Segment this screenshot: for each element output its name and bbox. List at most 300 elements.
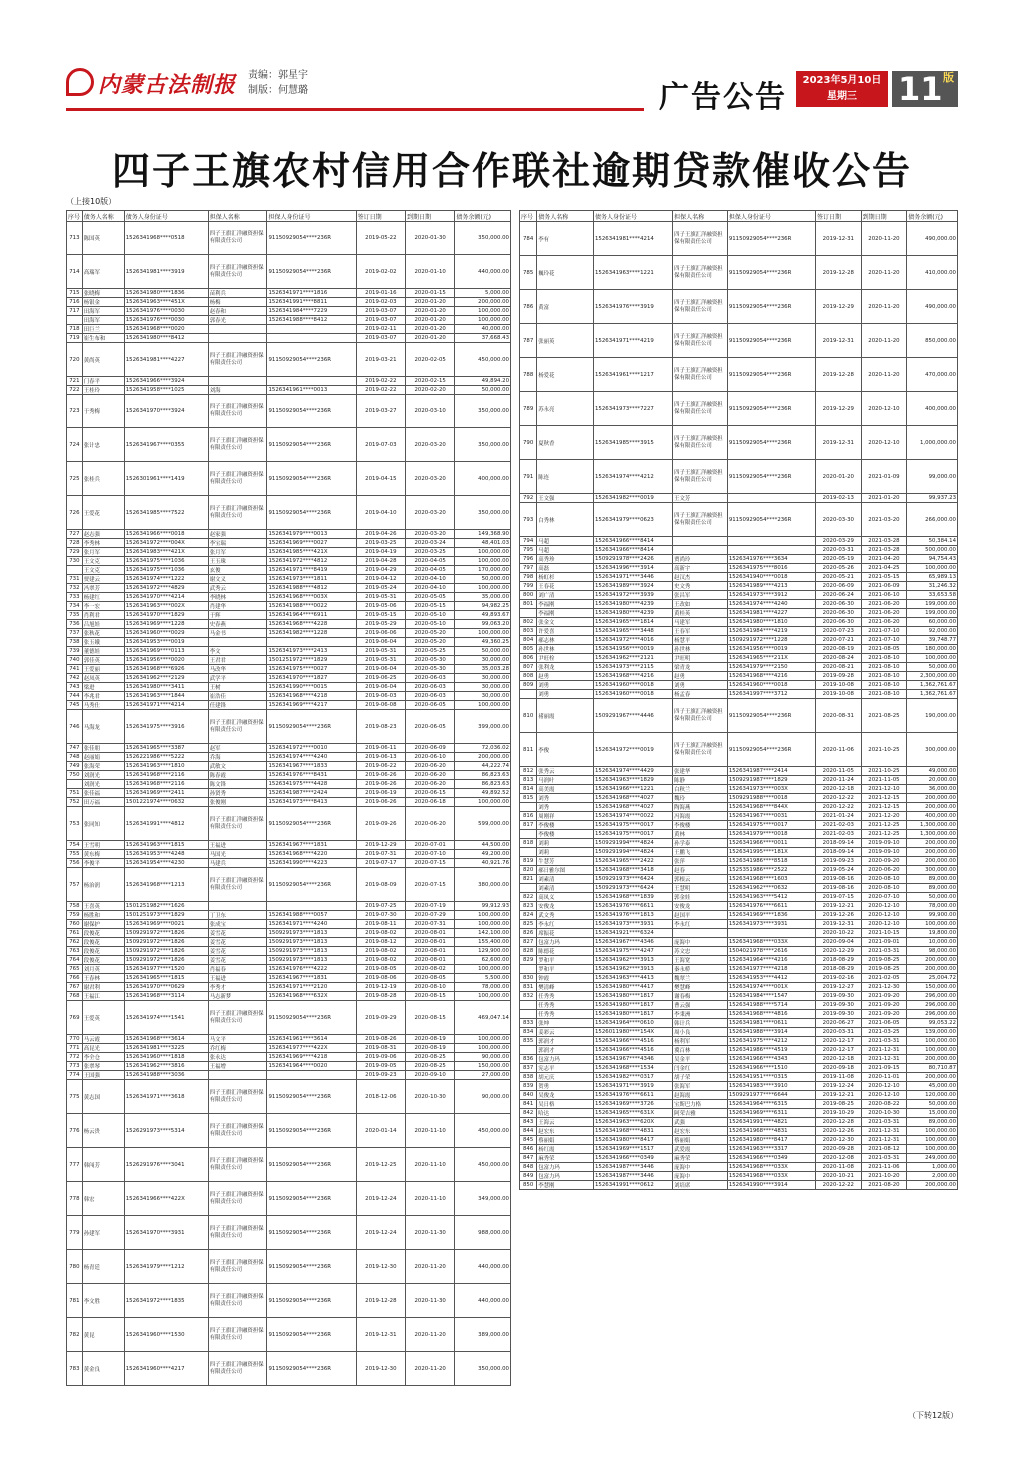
due-date: 2021-01-09: [861, 460, 907, 494]
row-number: 720: [67, 343, 83, 377]
sign-date: 2019-06-04: [356, 665, 405, 674]
guarantor-name: 四子王旗汇洋融资担保有限责任公司: [208, 807, 267, 841]
table-row: [520, 911, 958, 920]
debtor-id: 1501221974****0632: [124, 798, 208, 807]
sign-date: 2020-12-17: [816, 1037, 862, 1046]
row-number: 716: [67, 298, 83, 307]
debtor-id: 1526341975****0017: [594, 821, 673, 830]
debtor-name: 李文胜: [82, 1284, 124, 1318]
row-number: 781: [67, 1284, 83, 1318]
due-date: 2020-03-20: [406, 530, 455, 539]
debtor-name: 赵志强: [82, 530, 124, 539]
debtor-id: 1526341965****3387: [124, 744, 208, 753]
sign-date: 2019-08-26: [356, 1035, 405, 1044]
due-date: 2020-11-10: [406, 1114, 455, 1148]
guarantor-name: 李秉洲: [673, 1010, 728, 1019]
guarantor-id: 1526341989****4213: [727, 582, 815, 591]
guarantor-id: 1526341971****1816: [267, 289, 356, 298]
balance: 180,000.00: [907, 645, 958, 654]
debtor-id: 1526341975****4247: [594, 947, 673, 956]
balance: 99,937.23: [907, 494, 958, 503]
table-row: [67, 386, 511, 395]
row-number: 809: [520, 681, 537, 690]
balance: 30,000.00: [455, 674, 511, 683]
row-number: 824: [520, 911, 537, 920]
table-row: [67, 780, 511, 789]
balance: 100,000.00: [455, 920, 511, 929]
debtor-name: 于秀梅: [82, 395, 124, 428]
balance: 99,912.93: [455, 902, 511, 911]
guarantor-name: 杨慧平: [673, 636, 728, 645]
debtor-id: 1526341960****0018: [594, 681, 673, 690]
debtor-id: 1526341968****3614: [124, 1035, 208, 1044]
sign-date: 2019-07-30: [356, 911, 405, 920]
due-date: 2020-11-20: [861, 358, 907, 392]
guarantor-name: 王福进: [208, 841, 267, 850]
sign-date: 2019-06-22: [356, 762, 405, 771]
debtor-name: 罗和平: [537, 956, 594, 965]
balance: 200,000.00: [907, 1181, 958, 1190]
table-row: [520, 830, 958, 839]
column-header: 担保人身份证号: [267, 211, 356, 222]
guarantor-id: 1526341971****4240: [267, 920, 356, 929]
sign-date: 2019-05-29: [356, 620, 405, 629]
guarantor-name: [208, 902, 267, 911]
row-number: 725: [67, 462, 83, 496]
balance: 2,300,000.00: [907, 672, 958, 681]
debtor-id: 1526341966****8414: [594, 546, 673, 555]
debtor-id: 1526341964****0610: [594, 1019, 673, 1028]
guarantor-name: 王玉珠: [208, 557, 267, 566]
due-date: 2021-08-10: [861, 663, 907, 672]
balance: 100,000.00: [907, 1145, 958, 1154]
due-date: 2020-05-30: [406, 656, 455, 665]
column-header: 担保人身份证号: [727, 211, 815, 222]
debtor-id: 1526341980****1836: [124, 289, 208, 298]
debtor-name: 贺勇: [537, 1082, 594, 1091]
balance: 389,000.00: [455, 1318, 511, 1352]
guarantor-id: [267, 325, 356, 334]
table-row: [520, 920, 958, 929]
notice-headline: 四子王旗农村信用合作联社逾期贷款催收公告: [111, 148, 912, 193]
due-date: 2021-12-15: [861, 803, 907, 812]
guarantor-name: 史文秀: [673, 582, 728, 591]
debtor-id: 1526341971****3618: [124, 1080, 208, 1114]
guarantor-id: [267, 902, 356, 911]
table-row: [520, 546, 958, 555]
debtor-id: 1526341970****3931: [124, 1216, 208, 1250]
row-number: 742: [67, 674, 83, 683]
guarantor-name: 吴金平: [673, 1055, 728, 1064]
table-row: [520, 1001, 958, 1010]
due-date: 2020-04-05: [406, 557, 455, 566]
row-number: 714: [67, 255, 83, 289]
row-number: 750: [67, 771, 83, 780]
sign-date: 2019-09-06: [356, 1053, 405, 1062]
debtor-name: 刘润光: [82, 780, 124, 789]
due-date: 2021-03-20: [861, 503, 907, 537]
row-number: 816: [520, 812, 537, 821]
balance: 99,000.00: [907, 460, 958, 494]
sign-date: 2019-04-15: [356, 462, 405, 496]
debtor-name: 陈国英: [82, 222, 124, 255]
guarantor-id: 91150929054****236R: [267, 1114, 356, 1148]
due-date: 2020-06-20: [406, 780, 455, 789]
debtor-id: 1526341956****0020: [124, 656, 208, 665]
guarantor-name: 麻秀荣: [673, 1154, 728, 1163]
due-date: 2021-10-20: [861, 1172, 907, 1181]
guarantor-id: 1526341961****3614: [267, 1035, 356, 1044]
row-number: 770: [67, 1035, 83, 1044]
sign-date: 2020-03-31: [816, 1028, 862, 1037]
continued-to-note: （下转12版）: [908, 1411, 959, 1420]
guarantor-name: 赵家强: [208, 530, 267, 539]
table-row: [67, 343, 511, 377]
debtor-name: 刘秀: [537, 794, 594, 803]
guarantor-id: 91150929054****236R: [267, 1284, 356, 1318]
guarantor-name: 王海宽: [673, 956, 728, 965]
guarantor-id: 1504021978****2616: [727, 947, 815, 956]
sign-date: 2019-06-26: [356, 780, 405, 789]
debtor-name: 马润叶: [537, 776, 594, 785]
guarantor-name: 杨梅: [208, 298, 267, 307]
debtor-name: 陈德花: [537, 947, 594, 956]
sign-date: 2019-08-31: [356, 1044, 405, 1053]
debtor-name: 李福刚: [537, 609, 594, 618]
debtor-name: 李俊楼: [537, 830, 594, 839]
row-number: 799: [520, 582, 537, 591]
sign-date: 2018-12-06: [356, 1080, 405, 1114]
balance: 249,000.00: [907, 1154, 958, 1163]
guarantor-name: 黄林: [673, 830, 728, 839]
row-number: 828: [520, 947, 537, 956]
balance: 99,063.20: [455, 620, 511, 629]
due-date: 2020-12-10: [861, 426, 907, 460]
guarantor-name: 刘海: [208, 386, 267, 395]
sign-date: 2019-09-23: [356, 1071, 405, 1080]
row-number: 722: [67, 386, 83, 395]
table-row: [520, 290, 958, 324]
table-row: [67, 701, 511, 710]
debtor-id: 1509291978****2426: [594, 555, 673, 564]
debtor-name: 杨建红: [82, 593, 124, 602]
guarantor-id: 1526341972****0010: [267, 744, 356, 753]
balance: 199,000.00: [907, 609, 958, 618]
debtor-id: 1526291973****5314: [124, 1114, 208, 1148]
debtor-id: 1526341960****4217: [124, 1352, 208, 1386]
balance: 20,000.00: [907, 776, 958, 785]
row-number: 740: [67, 656, 83, 665]
debtor-name: 杨云贵: [82, 1114, 124, 1148]
guarantor-id: 1526341974****001X: [727, 983, 815, 992]
due-date: 2020-05-30: [406, 665, 455, 674]
editor-line: 责编：郭星宇: [248, 70, 308, 81]
debtor-id: 1501251973****1829: [124, 911, 208, 920]
guarantor-name: 马国光: [208, 850, 267, 859]
guarantor-name: 赵国平: [673, 911, 728, 920]
debtor-id: 1526341970****4214: [124, 593, 208, 602]
guarantor-id: 1526341967****1831: [267, 841, 356, 850]
due-date: 2020-08-25: [406, 1062, 455, 1071]
debtor-id: 1526341996****3914: [594, 564, 673, 573]
sign-date: 2020-06-30: [816, 618, 862, 627]
balance: 470,000.00: [907, 358, 958, 392]
row-number: 849: [520, 1172, 537, 1181]
debtor-id: 1526341963****1810: [124, 762, 208, 771]
balance: 599,000.00: [455, 807, 511, 841]
debtor-id: 1526341968****2116: [124, 780, 208, 789]
debtor-id: 1526341968****0020: [124, 325, 208, 334]
debtor-name: 黄志国: [82, 1080, 124, 1114]
table-body: [520, 222, 958, 1190]
table-row: [520, 1163, 958, 1172]
due-date: 2020-06-10: [406, 753, 455, 762]
due-date: 2020-06-03: [406, 683, 455, 692]
debtor-name: 麻秀荣: [537, 1154, 594, 1163]
sign-date: 2019-02-03: [356, 298, 405, 307]
sign-date: 2020-11-24: [816, 776, 862, 785]
table-row: [67, 298, 511, 307]
balance: 35,000.00: [455, 593, 511, 602]
debtor-id: 1526341968****6926: [124, 665, 208, 674]
debtor-id: 1526341971****3919: [594, 1082, 673, 1091]
debtor-id: 1526341962****3913: [594, 965, 673, 974]
balance: 31,246.32: [907, 582, 958, 591]
guarantor-id: 91150929054****236R: [267, 496, 356, 530]
sign-date: 2019-02-16: [816, 974, 862, 983]
guarantor-id: 1526341961****0013: [267, 386, 356, 395]
due-date: 2020-11-20: [861, 222, 907, 256]
balance: 200,000.00: [907, 794, 958, 803]
table-row: [520, 893, 958, 902]
guarantor-id: 91150929054****236R: [727, 358, 815, 392]
due-date: 2020-01-20: [406, 325, 455, 334]
debtor-id: 1526341983****421X: [124, 548, 208, 557]
table-row: [67, 947, 511, 956]
guarantor-name: 张建华: [673, 767, 728, 776]
guarantor-id: 1526341973****3912: [727, 591, 815, 600]
guarantor-id: 1526341977****422X: [267, 1044, 356, 1053]
table-row: [67, 983, 511, 992]
balance: 50,000.00: [907, 663, 958, 672]
debtor-id: 1501251982****1626: [124, 902, 208, 911]
guarantor-name: 肖福春: [208, 965, 267, 974]
guarantor-name: 陈静: [673, 776, 728, 785]
due-date: 2020-01-20: [406, 307, 455, 316]
due-date: 2020-09-10: [406, 1071, 455, 1080]
debtor-name: 安俊龙: [537, 902, 594, 911]
guarantor-id: 1526341968****844X: [727, 803, 815, 812]
debtor-name: 姜彩云: [537, 1028, 594, 1037]
guarantor-name: 谢春梅: [673, 992, 728, 1001]
table-row: [520, 794, 958, 803]
sign-date: 2020-03-30: [816, 503, 862, 537]
sign-date: 2020-05-21: [816, 573, 862, 582]
table-row: [67, 798, 511, 807]
row-number: 780: [67, 1250, 83, 1284]
balance: 350,000.00: [455, 496, 511, 530]
sign-date: 2019-06-03: [356, 692, 405, 701]
guarantor-id: 1526341990****3914: [727, 1181, 815, 1190]
table-row: [67, 557, 511, 566]
debtor-id: 1526341962****3913: [594, 956, 673, 965]
debtor-name: 王文强: [537, 494, 594, 503]
sign-date: 2019-12-29: [816, 392, 862, 426]
right-loan-table: [519, 210, 958, 1190]
guarantor-name: 姜雪花: [208, 956, 267, 965]
guarantor-id: 1526341975****8016: [727, 564, 815, 573]
sign-date: 2019-08-16: [816, 884, 862, 893]
guarantor-name: [208, 638, 267, 647]
guarantor-name: 王君君: [208, 656, 267, 665]
due-date: 2021-12-31: [861, 1127, 907, 1136]
debtor-name: 李俊平: [82, 859, 124, 868]
due-date: 2021-10-25: [861, 733, 907, 767]
sign-date: 2019-12-21: [816, 902, 862, 911]
debtor-id: 1526341972****4829: [124, 584, 208, 593]
guarantor-id: 1526341967****0031: [727, 812, 815, 821]
sign-date: 2019-06-08: [356, 701, 405, 710]
guarantor-id: 1526341986****4519: [727, 1046, 815, 1055]
sign-date: 2019-10-08: [816, 681, 862, 690]
row-number: 831: [520, 983, 537, 992]
guarantor-name: 四子王旗汇洋融资担保有限责任公司: [208, 1001, 267, 1035]
due-date: 2020-08-02: [406, 965, 455, 974]
debtor-id: 1526341982****0019: [594, 494, 673, 503]
debtor-id: 1526341960****0018: [594, 690, 673, 699]
row-number: 749: [67, 762, 83, 771]
debtor-id: 1526341969****1517: [594, 1145, 673, 1154]
sign-date: 2019-08-02: [356, 947, 405, 956]
balance: 450,000.00: [455, 1148, 511, 1182]
debtor-id: 1509291972****1826: [124, 956, 208, 965]
balance: 100,000.00: [455, 965, 511, 974]
guarantor-name: 崔浩佳: [208, 692, 267, 701]
debtor-name: 黄富: [537, 290, 594, 324]
sign-date: 2019-12-28: [816, 256, 862, 290]
due-date: 2020-12-10: [861, 902, 907, 911]
guarantor-name: 冯海霞: [673, 812, 728, 821]
table-row: [67, 674, 511, 683]
table-row: [67, 929, 511, 938]
guarantor-id: 91150929054****236R: [727, 256, 815, 290]
table-row: [520, 929, 958, 938]
column-header: 序号: [520, 211, 537, 222]
debtor-id: 1526341965****3448: [594, 627, 673, 636]
row-number: 822: [520, 893, 537, 902]
guarantor-id: 1526341981****4227: [727, 609, 815, 618]
due-date: 2020-12-10: [861, 911, 907, 920]
guarantor-id: 91150929054****236R: [267, 1318, 356, 1352]
table-row: [520, 222, 958, 256]
row-number: 789: [520, 392, 537, 426]
table-row: [520, 426, 958, 460]
guarantor-id: 1526341964****6315: [727, 1100, 815, 1109]
row-number: 719: [67, 334, 83, 343]
sign-date: 2018-09-14: [816, 839, 862, 848]
table-row: [67, 841, 511, 850]
debtor-id: 1526341963****1221: [594, 256, 673, 290]
debtor-id: 1526341980****4417: [594, 983, 673, 992]
sign-date: 2018-08-29: [816, 956, 862, 965]
debtor-name: 韩宏: [82, 1182, 124, 1216]
page-number: 11: [898, 70, 943, 108]
debtor-name: 段俊花: [82, 956, 124, 965]
due-date: 2020-08-15: [406, 992, 455, 1001]
row-number: 778: [67, 1182, 83, 1216]
debtor-name: 张佳福: [82, 789, 124, 798]
guarantor-id: 1526341967****1831: [267, 974, 356, 983]
debtor-id: 1526341974****0022: [594, 812, 673, 821]
balance: 100,000.00: [455, 1035, 511, 1044]
due-date: 2021-03-31: [861, 1037, 907, 1046]
guarantor-name: 四子王旗汇洋融资担保有限责任公司: [673, 699, 728, 733]
debtor-id: 1526341966****4516: [594, 1037, 673, 1046]
row-number: 713: [67, 222, 83, 255]
table-row: [67, 956, 511, 965]
sign-date: 2020-06-24: [816, 591, 862, 600]
debtor-id: 1526341975****3916: [124, 710, 208, 744]
debtor-id: 1526341962****2121: [594, 654, 673, 663]
guarantor-id: 1526341971****8419: [267, 566, 356, 575]
guarantor-name: 赵汉杰: [673, 573, 728, 582]
table-row: [67, 1318, 511, 1352]
due-date: 2021-03-31: [861, 1118, 907, 1127]
guarantor-name: 四子王旗汇洋融资担保有限责任公司: [673, 324, 728, 358]
debtor-id: 1526341979****0623: [594, 503, 673, 537]
table-row: [520, 983, 958, 992]
sign-date: 2019-02-22: [356, 377, 405, 386]
sign-date: 2019-12-28: [816, 358, 862, 392]
debtor-name: 段俊花: [82, 947, 124, 956]
guarantor-id: 1526341968****003X: [267, 593, 356, 602]
balance: 200,000.00: [907, 1073, 958, 1082]
table-row: [520, 974, 958, 983]
sign-date: 2019-03-25: [356, 539, 405, 548]
table-row: [67, 665, 511, 674]
table-row: [520, 690, 958, 699]
debtor-id: 1526341976****3919: [594, 290, 673, 324]
due-date: 2021-08-05: [861, 645, 907, 654]
guarantor-id: 1526341988****0057: [267, 911, 356, 920]
guarantor-name: [208, 325, 267, 334]
sign-date: 2019-01-16: [356, 289, 405, 298]
guarantor-id: 1526341965****211X: [727, 654, 815, 663]
sign-date: 2019-07-31: [356, 850, 405, 859]
debtor-id: 1526341969****2411: [124, 789, 208, 798]
row-number: 741: [67, 665, 83, 674]
debtor-id: 1526341976****6611: [594, 1091, 673, 1100]
debtor-id: 1526341989****3924: [594, 582, 673, 591]
due-date: 2021-11-06: [861, 1163, 907, 1172]
table-row: [520, 1181, 958, 1190]
debtor-name: 李兆君: [82, 692, 124, 701]
row-number: [520, 690, 537, 699]
row-number: 813: [520, 776, 537, 785]
balance: 300,000.00: [907, 866, 958, 875]
table-row: [67, 911, 511, 920]
debtor-name: 梁进: [82, 683, 124, 692]
balance: 44,500.00: [455, 841, 511, 850]
due-date: 2020-08-01: [406, 938, 455, 947]
guarantor-id: 91150929054****236R: [267, 222, 356, 255]
guarantor-id: 91150929054****236R: [727, 392, 815, 426]
debtor-id: 1526341966****422X: [124, 1182, 208, 1216]
debtor-name: 王春花: [537, 582, 594, 591]
row-number: 762: [67, 938, 83, 947]
debtor-name: 马超: [537, 546, 594, 555]
table-row: [67, 629, 511, 638]
